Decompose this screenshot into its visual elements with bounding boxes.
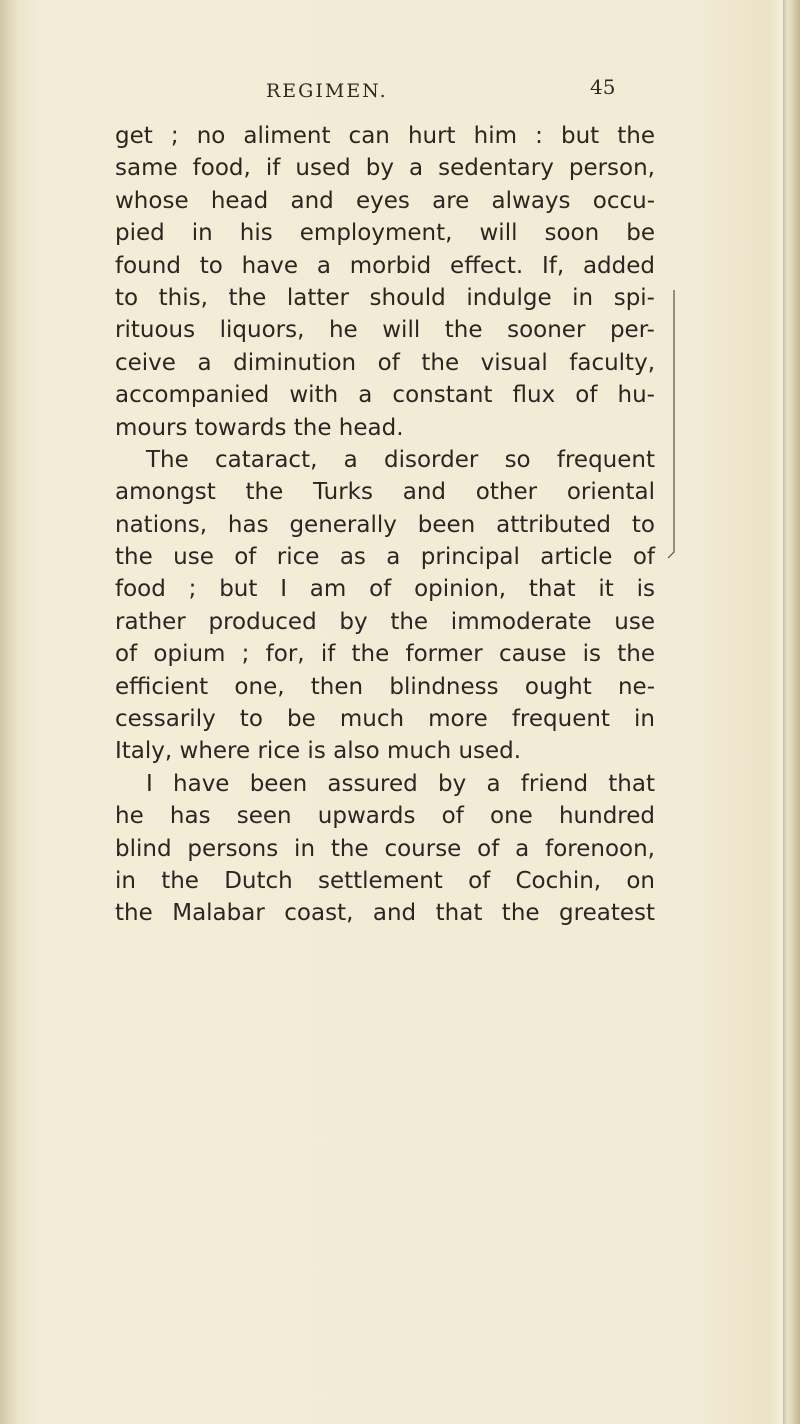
page-edge <box>783 0 800 1424</box>
text-line: the Malabar coast, and that the greatest <box>115 900 655 927</box>
page-gutter-shadow <box>0 0 18 1424</box>
text-line: pied in his employment, will soon be <box>115 220 655 247</box>
text-line: cessarily to be much more frequent in <box>115 706 655 733</box>
text-line: get ; no aliment can hurt him : but the <box>115 123 655 149</box>
text-line: accompanied with a constant flux of hu- <box>115 382 655 409</box>
paragraph <box>115 120 655 444</box>
paragraph <box>115 444 655 768</box>
page-header <box>0 68 800 108</box>
running-title: REGIMEN. <box>266 80 388 102</box>
text-line: rituous liquors, he will the sooner per- <box>115 317 655 344</box>
margin-bracket-mark <box>668 290 678 560</box>
text-line: in the Dutch settlement of Cochin, on <box>115 867 655 894</box>
text-line: the use of rice as a principal article of <box>115 544 655 571</box>
paragraph <box>115 768 655 930</box>
text-line: efficient one, then blindness ought ne- <box>115 673 655 700</box>
text-line: to this, the latter should indulge in spi- <box>115 284 655 311</box>
text-line: The cataract, a disorder so frequent <box>146 446 655 473</box>
text-line: blind persons in the course of a forenoon, <box>115 835 655 862</box>
text-line: same food, if used by a sedentary person, <box>115 155 655 182</box>
page-number: 45 <box>590 75 616 99</box>
text-line: I have been assured by a friend that <box>146 770 655 797</box>
text-line: nations, has generally been attributed to <box>115 511 655 538</box>
text-line: rather produced by the immoderate use <box>115 608 655 635</box>
text-line: whose head and eyes are always occu- <box>115 187 655 214</box>
text-line: food ; but I am of opinion, that it is <box>115 576 655 603</box>
text-line: mours towards the head. <box>115 414 404 441</box>
text-line: ceive a diminution of the visual faculty, <box>115 349 655 376</box>
text-line: of opium ; for, if the former cause is the <box>115 641 655 668</box>
text-line: amongst the Turks and other oriental <box>115 479 655 506</box>
text-line: found to have a morbid effect. If, added <box>115 252 655 279</box>
body-text <box>115 120 655 930</box>
text-line: Italy, where rice is also much used. <box>115 738 522 765</box>
text-line: he has seen upwards of one hundred <box>115 803 655 830</box>
